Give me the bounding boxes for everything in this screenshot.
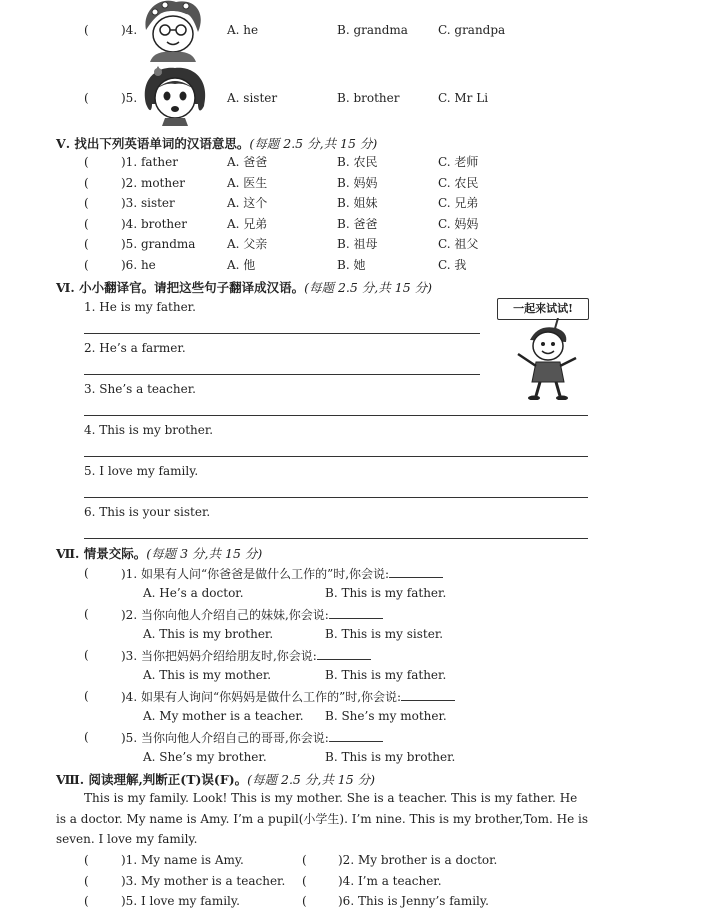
section-title: Ⅷ. 阅读理解,判断正(T)误(F)。 — [56, 772, 248, 787]
question-prompt: )5. 当你向他人介绍自己的哥哥,你会说: — [121, 731, 329, 745]
section-5-heading — [56, 134, 377, 152]
option-c: C. 我 — [438, 258, 467, 272]
question-text — [121, 689, 455, 704]
option-a: A. 爸爸 — [227, 155, 268, 169]
option-a: A. 这个 — [227, 196, 268, 210]
paren-open: ( — [84, 91, 89, 105]
section-title: Ⅵ. 小小翻译官。请把这些句子翻译成汉语。 — [56, 280, 305, 295]
judgement-item: )2. My brother is a doctor. — [338, 853, 498, 867]
option-c: C. 祖父 — [438, 237, 479, 251]
section-score-note: (每题 3 分,共 15 分) — [146, 546, 263, 561]
question-text: )4. brother — [121, 217, 187, 231]
option-b: B. 祖母 — [337, 237, 378, 251]
translation-item: 6. This is your sister. — [84, 505, 211, 519]
answer-line[interactable] — [84, 415, 588, 416]
paren-open: ( — [84, 894, 89, 908]
paren-open: ( — [84, 853, 89, 867]
paren-open: ( — [84, 155, 89, 169]
section-score-note: (每题 2.5 分,共 15 分) — [247, 772, 376, 787]
answer-blank[interactable] — [329, 607, 383, 619]
option-b: B. grandma — [337, 23, 408, 37]
option-c: C. grandpa — [438, 23, 506, 37]
option-b: B. This is my father. — [325, 668, 447, 682]
paren-open: ( — [84, 874, 89, 888]
grandma-picture — [140, 0, 206, 62]
option-b: B. brother — [337, 91, 400, 105]
judgement-item: )1. My name is Amy. — [121, 853, 244, 867]
paren-open: ( — [84, 176, 89, 190]
question-text — [121, 566, 443, 581]
option-a: A. 医生 — [227, 176, 268, 190]
sign-text: 一起来试试! — [513, 302, 573, 315]
paren-open: ( — [84, 196, 89, 210]
option-c: C. 老师 — [438, 155, 479, 169]
question-number: )4. — [121, 23, 138, 37]
option-b: B. This is my father. — [325, 586, 447, 600]
option-c: C. Mr Li — [438, 91, 489, 105]
answer-line[interactable] — [84, 374, 480, 375]
option-b: B. This is my brother. — [325, 750, 456, 764]
judgement-item: )3. My mother is a teacher. — [121, 874, 286, 888]
reading-passage: This is my family. Look! This is my mother. She is a teacher. This is my father. He is a doctor. My name is Amy. I’m a pupil(小学生). I’m nine. This is my brother,Tom. He is seven. I love my family. — [56, 791, 589, 846]
question-prompt: )1. 如果有人问“你爸爸是做什么工作的”时,你会说: — [121, 567, 390, 581]
girl-picture — [140, 64, 210, 126]
question-text: )6. he — [121, 258, 156, 272]
judgement-item: )6. This is Jenny’s family. — [338, 894, 489, 908]
paren-open: ( — [84, 689, 89, 703]
question-text — [121, 648, 371, 663]
option-a: A. She’s my brother. — [143, 750, 267, 764]
option-a: A. he — [227, 23, 259, 37]
paren-open: ( — [84, 607, 89, 621]
boy-cartoon — [512, 318, 588, 400]
option-b: B. 她 — [337, 258, 366, 272]
question-text: )3. sister — [121, 196, 175, 210]
translation-item: 3. She’s a teacher. — [84, 382, 196, 396]
option-a: A. My mother is a teacher. — [143, 709, 304, 723]
question-number: )5. — [121, 91, 138, 105]
option-a: A. He’s a doctor. — [143, 586, 244, 600]
paren-open: ( — [84, 730, 89, 744]
option-a: A. 父亲 — [227, 237, 268, 251]
paren-open: ( — [84, 23, 89, 37]
section-8-heading — [56, 770, 375, 788]
answer-line[interactable] — [84, 333, 480, 334]
section-7-heading — [56, 544, 262, 562]
section-title: Ⅴ. 找出下列英语单词的汉语意思。 — [56, 136, 250, 151]
section-title: Ⅶ. 情景交际。 — [56, 546, 147, 561]
question-text — [121, 730, 383, 745]
translation-item: 2. He’s a farmer. — [84, 341, 186, 355]
answer-line[interactable] — [84, 538, 588, 539]
paren-open: ( — [84, 566, 89, 580]
option-b: B. 农民 — [337, 155, 378, 169]
section-score-note: (每题 2.5 分,共 15 分) — [249, 136, 378, 151]
question-prompt: )3. 当你把妈妈介绍给朋友时,你会说: — [121, 649, 317, 663]
option-c: C. 兄弟 — [438, 196, 479, 210]
paren-open: ( — [84, 217, 89, 231]
answer-blank[interactable] — [389, 566, 443, 578]
paren-open: ( — [84, 237, 89, 251]
speech-sign — [497, 298, 589, 320]
judgement-item: )5. I love my family. — [121, 894, 240, 908]
answer-blank[interactable] — [401, 689, 455, 701]
option-a: A. This is my mother. — [143, 668, 272, 682]
question-text: )2. mother — [121, 176, 185, 190]
option-c: C. 农民 — [438, 176, 479, 190]
question-prompt: )4. 如果有人询问“你妈妈是做什么工作的”时,你会说: — [121, 690, 402, 704]
answer-line[interactable] — [84, 456, 588, 457]
paren-open: ( — [302, 874, 307, 888]
judgement-item: )4. I’m a teacher. — [338, 874, 442, 888]
paren-open: ( — [302, 853, 307, 867]
question-prompt: )2. 当你向他人介绍自己的妹妹,你会说: — [121, 608, 329, 622]
question-text: )1. father — [121, 155, 178, 169]
translation-item: 5. I love my family. — [84, 464, 199, 478]
translation-item: 4. This is my brother. — [84, 423, 214, 437]
option-b: B. 妈妈 — [337, 176, 378, 190]
translation-item: 1. He is my father. — [84, 300, 196, 314]
answer-line[interactable] — [84, 497, 588, 498]
option-a: A. 兄弟 — [227, 217, 268, 231]
paren-open: ( — [84, 258, 89, 272]
answer-blank[interactable] — [317, 648, 371, 660]
section-score-note: (每题 2.5 分,共 15 分) — [304, 280, 432, 295]
option-a: A. This is my brother. — [143, 627, 274, 641]
option-a: A. sister — [227, 91, 278, 105]
option-b: B. This is my sister. — [325, 627, 444, 641]
section-6-heading — [56, 278, 432, 296]
paren-open: ( — [302, 894, 307, 908]
answer-blank[interactable] — [329, 730, 383, 742]
option-b: B. She’s my mother. — [325, 709, 447, 723]
question-text — [121, 607, 383, 622]
question-text: )5. grandma — [121, 237, 196, 251]
paren-open: ( — [84, 648, 89, 662]
option-a: A. 他 — [227, 258, 256, 272]
option-b: B. 爸爸 — [337, 217, 378, 231]
option-c: C. 妈妈 — [438, 217, 479, 231]
option-b: B. 姐妹 — [337, 196, 378, 210]
